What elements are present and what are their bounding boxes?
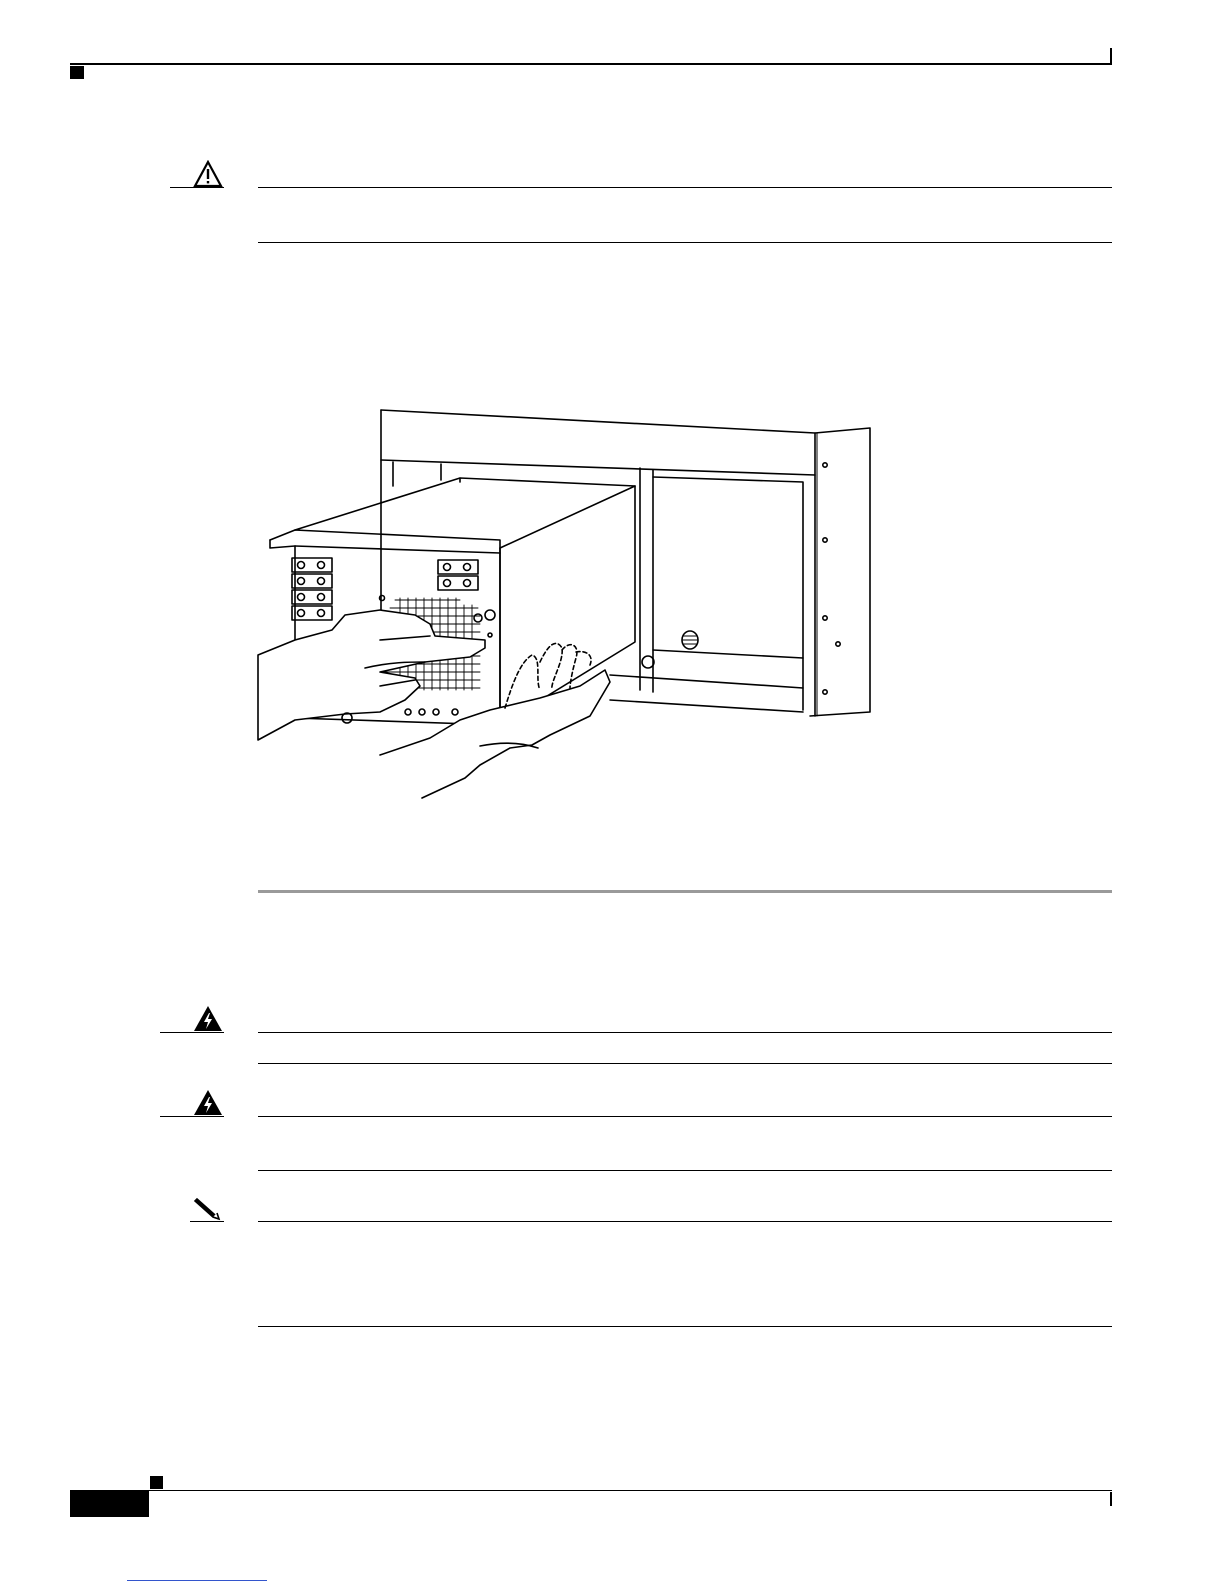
warning-2-icon-underline bbox=[160, 1116, 224, 1117]
header-rule bbox=[70, 63, 1112, 65]
note-bottom-rule bbox=[258, 1326, 1112, 1327]
caution-bottom-rule bbox=[258, 242, 1112, 243]
footer-page-number-block bbox=[70, 1491, 149, 1517]
caution-icon-underline bbox=[170, 187, 224, 188]
note-pencil-icon bbox=[193, 1195, 223, 1221]
footer-marker-square bbox=[150, 1476, 163, 1489]
chassis-with-hands-illustration bbox=[250, 400, 880, 805]
caution-triangle-icon bbox=[193, 160, 223, 188]
header-tick bbox=[1110, 48, 1112, 64]
section-separator-rule bbox=[258, 890, 1112, 893]
warning-1-top-rule bbox=[258, 1032, 1112, 1033]
footer-link-underline[interactable] bbox=[127, 1580, 267, 1581]
warning-2-bottom-rule bbox=[258, 1170, 1112, 1171]
header-marker-square bbox=[70, 66, 84, 79]
note-top-rule bbox=[258, 1221, 1112, 1222]
warning-2-top-rule bbox=[258, 1116, 1112, 1117]
warning-1-bottom-rule bbox=[258, 1063, 1112, 1064]
caution-top-rule bbox=[258, 187, 1112, 188]
footer-rule bbox=[70, 1490, 1112, 1491]
warning-lightning-icon bbox=[193, 1005, 223, 1032]
note-icon-underline bbox=[190, 1221, 224, 1222]
warning-1-icon-underline bbox=[160, 1032, 224, 1033]
footer-tick bbox=[1110, 1492, 1112, 1506]
warning-lightning-icon bbox=[193, 1089, 223, 1116]
